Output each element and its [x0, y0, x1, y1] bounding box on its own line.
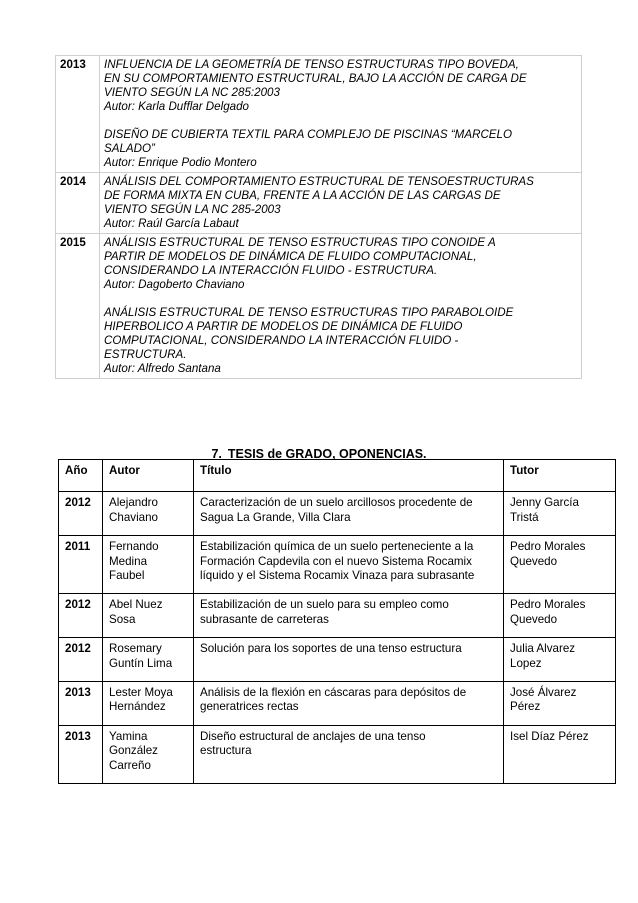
thesis-entry [104, 58, 577, 114]
author-line: Hernández [109, 700, 166, 714]
year-row [56, 173, 582, 234]
thesis-title-line: COMPUTACIONAL, CONSIDERANDO LA INTERACCIÓN FLUIDO - [104, 334, 459, 347]
title-line: Análisis de la flexión en cáscaras para depósitos de [200, 686, 467, 700]
tutor-line: Pérez [510, 700, 541, 714]
author-line: González [109, 744, 158, 758]
year-row [56, 56, 582, 173]
title-line: Sagua La Grande, Villa Clara [200, 510, 351, 524]
entries-cell [100, 173, 582, 234]
author-line: Sosa [109, 612, 136, 626]
cell-title [194, 536, 504, 594]
header-title: Título [194, 460, 504, 492]
author-line: Faubel [109, 569, 145, 583]
cell-tutor [504, 682, 616, 726]
grado-table-body [59, 492, 616, 784]
cell-title [194, 492, 504, 536]
thesis-title-line: HIPERBOLICO A PARTIR DE MODELOS DE DINÁMICA DE FLUIDO [104, 320, 463, 333]
cell-author [103, 725, 194, 783]
theses-list-table [55, 55, 582, 379]
cell-tutor [504, 536, 616, 594]
thesis-title [104, 175, 577, 217]
thesis-author: Autor: Alfredo Santana [104, 362, 221, 375]
tutor-line: Isel Díaz Pérez [510, 729, 589, 743]
cell-author [103, 536, 194, 594]
thesis-title-line: ESTRUCTURA. [104, 348, 187, 361]
thesis-entry [104, 175, 577, 231]
author-line: Alejandro [109, 496, 158, 510]
thesis-author: Autor: Enrique Podio Montero [104, 156, 257, 169]
tutor-line: Jenny García [510, 496, 579, 510]
thesis-entry [104, 128, 577, 170]
thesis-author: Autor: Raúl García Labaut [104, 217, 239, 230]
tutor-line: Pedro Morales [510, 598, 586, 612]
table-row [59, 682, 616, 726]
author-line: Yamina [109, 729, 148, 743]
title-line: Caracterización de un suelo arcillosos procedente de [200, 496, 473, 510]
cell-title [194, 594, 504, 638]
cell-year: 2012 [59, 492, 103, 536]
thesis-title-line: ANÁLISIS ESTRUCTURAL DE TENSO ESTRUCTURAS TIPO PARABOLOIDE [104, 306, 514, 319]
thesis-title-line: SALADO” [104, 142, 155, 155]
cell-title [194, 682, 504, 726]
thesis-title-line: DISEÑO DE CUBIERTA TEXTIL PARA COMPLEJO DE PISCINAS “MARCELO [104, 128, 513, 141]
title-line: líquido y el Sistema Rocamix Vinaza para subrasante [200, 569, 475, 583]
tutor-line: Quevedo [510, 612, 558, 626]
thesis-title [104, 236, 577, 278]
thesis-entry [104, 236, 577, 292]
cell-year: 2013 [59, 682, 103, 726]
header-author: Autor [103, 460, 194, 492]
table-header-row [59, 460, 616, 492]
cell-author [103, 682, 194, 726]
table-row [59, 638, 616, 682]
cell-author [103, 638, 194, 682]
tutor-line: Lopez [510, 656, 542, 670]
thesis-title-line: INFLUENCIA DE LA GEOMETRÍA DE TENSO ESTRUCTURAS TIPO BOVEDA, [104, 58, 519, 71]
thesis-title-line: ANÁLISIS ESTRUCTURAL DE TENSO ESTRUCTURAS TIPO CONOIDE A [104, 236, 496, 249]
thesis-author: Autor: Karla Dufflar Delgado [104, 100, 249, 113]
thesis-title-line: EN SU COMPORTAMIENTO ESTRUCTURAL, BAJO LA ACCIÓN DE CARGA DE [104, 72, 527, 85]
entries-cell [100, 56, 582, 173]
title-line: Estabilización de un suelo para su empleo como [200, 598, 449, 612]
tutor-line: José Álvarez [510, 686, 577, 700]
author-line: Fernando [109, 540, 159, 554]
title-line: generatrices rectas [200, 700, 299, 714]
thesis-title-line: VIENTO SEGÚN LA NC 285-2003 [104, 203, 281, 216]
title-line: Diseño estructural de anclajes de una tenso [200, 729, 426, 743]
cell-title [194, 725, 504, 783]
cell-author [103, 594, 194, 638]
cell-tutor [504, 492, 616, 536]
title-line: Solución para los soportes de una tenso estructura [200, 642, 462, 656]
thesis-title-line: CONSIDERANDO LA INTERACCIÓN FLUIDO - ESTRUCTURA. [104, 264, 438, 277]
header-year: Año [59, 460, 103, 492]
table-row [59, 725, 616, 783]
section-number: 7. [211, 447, 222, 461]
table-row [59, 492, 616, 536]
author-line: Abel Nuez [109, 598, 163, 612]
thesis-title [104, 128, 577, 156]
thesis-title-line: DE FORMA MIXTA EN CUBA, FRENTE A LA ACCIÓN DE LAS CARGAS DE [104, 189, 501, 202]
tutor-line: Pedro Morales [510, 540, 586, 554]
title-line: subrasante de carreteras [200, 612, 329, 626]
thesis-title-line: PARTIR DE MODELOS DE DINÁMICA DE FLUIDO COMPUTACIONAL, [104, 250, 477, 263]
cell-author [103, 492, 194, 536]
entries-cell [100, 234, 582, 379]
cell-tutor [504, 638, 616, 682]
grado-theses-table [58, 459, 616, 784]
cell-tutor [504, 725, 616, 783]
year-cell: 2015 [56, 234, 100, 379]
cell-year: 2013 [59, 725, 103, 783]
tutor-line: Julia Alvarez [510, 642, 576, 656]
table-row [59, 536, 616, 594]
author-line: Rosemary [109, 642, 162, 656]
author-line: Carreño [109, 758, 151, 772]
author-line: Medina [109, 554, 148, 568]
author-line: Lester Moya [109, 686, 173, 700]
title-line: Estabilización química de un suelo perteneciente a la [200, 540, 474, 554]
title-line: estructura [200, 744, 252, 758]
thesis-title-line: VIENTO SEGÚN LA NC 285:2003 [104, 86, 280, 99]
table-row [59, 594, 616, 638]
thesis-title-line: ANÁLISIS DEL COMPORTAMIENTO ESTRUCTURAL DE TENSOESTRUCTURAS [104, 175, 534, 188]
year-cell: 2013 [56, 56, 100, 173]
title-line: Formación Capdevila con el nuevo Sistema Rocamix [200, 554, 472, 568]
cell-year: 2012 [59, 638, 103, 682]
year-row [56, 234, 582, 379]
thesis-author: Autor: Dagoberto Chaviano [104, 278, 245, 291]
thesis-entry [104, 306, 577, 376]
tutor-line: Tristá [510, 510, 539, 524]
cell-year: 2012 [59, 594, 103, 638]
author-line: Guntín Lima [109, 656, 173, 670]
section-title: TESIS de GRADO, OPONENCIAS. [227, 447, 427, 461]
thesis-title [104, 306, 577, 362]
thesis-title [104, 58, 577, 100]
cell-year: 2011 [59, 536, 103, 594]
cell-title [194, 638, 504, 682]
theses-list-body [56, 56, 582, 379]
year-cell: 2014 [56, 173, 100, 234]
header-tutor: Tutor [504, 460, 616, 492]
author-line: Chaviano [109, 510, 158, 524]
cell-tutor [504, 594, 616, 638]
tutor-line: Quevedo [510, 554, 558, 568]
